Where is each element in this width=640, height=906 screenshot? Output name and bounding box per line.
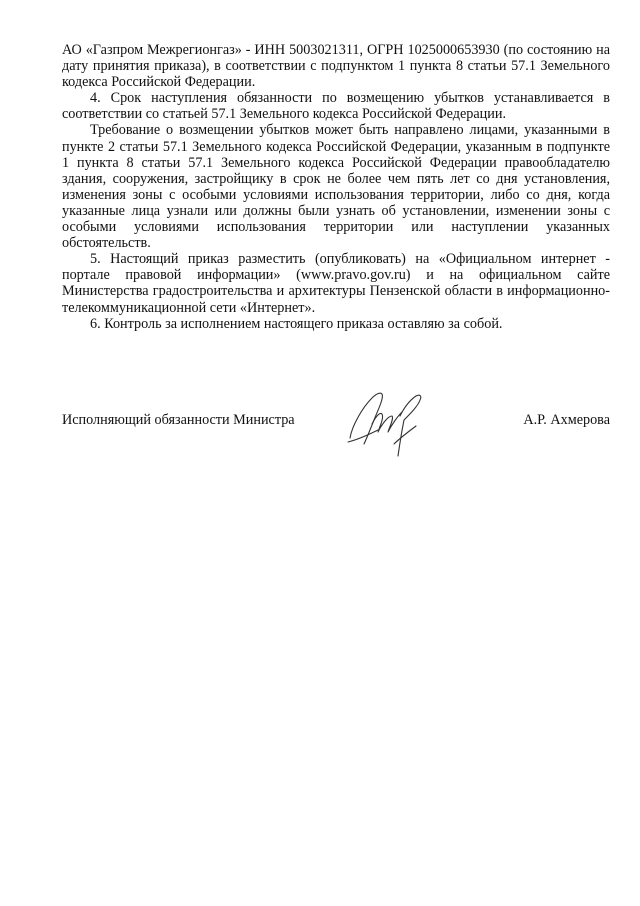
signatory-name: А.Р. Ахмерова bbox=[523, 412, 610, 428]
paragraph-item-6: 6. Контроль за исполнением настоящего приказа оставляю за собой. bbox=[90, 315, 503, 332]
paragraph-continuation: АО «Газпром Межрегионгаз» - ИНН 5003021311, ОГРН 1025000653930 (по состоянию на дату принятия приказа), в соответствии с подпунктом 1 пункта 8 статьи 57.1 Земельного кодекса Российской Федерации. bbox=[62, 42, 610, 91]
signatory-title: Исполняющий обязанности Министра bbox=[62, 412, 295, 428]
paragraph-item-5: 5. Настоящий приказ разместить (опубликовать) на «Официальном интернет - портале правовой информации» (www.pravo.gov.ru) и на официальном сайте Министерства градостроительства и архитектуры Пензенской области в информационно-телекоммуникационной сети «Интернет». bbox=[62, 251, 610, 316]
handwritten-signature bbox=[342, 386, 432, 466]
paragraph-requirement: Требование о возмещении убытков может быть направлено лицами, указанными в пункте 2 статьи 57.1 Земельного кодекса Российской Федерации, указанным в подпункте 1 пункта 8 статьи 57.1 Земельного кодекса Российской Федерации правообладателю здания, сооружения, застройщику в срок не более чем пять лет со дня установления, изменения зоны с особыми условиями использования территории, либо со дня, когда указанные лица узнали или должны были узнать об установлении, изменении зоны с особыми условиями использования территории или наступлении указанных обстоятельств. bbox=[62, 122, 610, 252]
document-body bbox=[62, 42, 610, 332]
paragraph-item-4: 4. Срок наступления обязанности по возмещению убытков устанавливается в соответствии со статьей 57.1 Земельного кодекса Российской Федерации. bbox=[62, 90, 610, 123]
